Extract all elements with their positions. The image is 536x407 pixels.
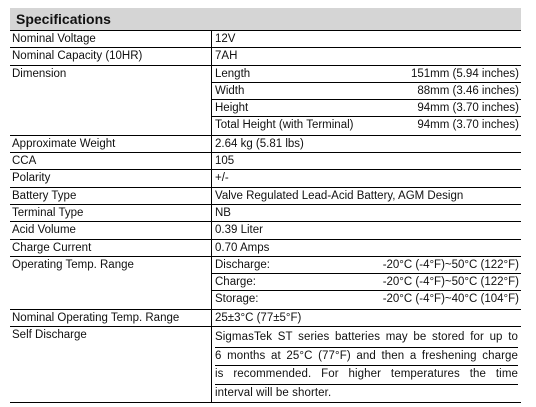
spec-value: Valve Regulated Lead-Acid Battery, AGM Design (215, 189, 464, 202)
dimension-value: 94mm (3.70 inches) (417, 119, 519, 132)
operating-temp-item (212, 291, 521, 308)
spec-label: Nominal Voltage (10, 31, 212, 47)
spec-label: Nominal Operating Temp. Range (10, 310, 212, 326)
spec-label: Terminal Type (10, 205, 212, 221)
spec-row-nominal-capacity (10, 48, 521, 65)
spec-row-dimension (10, 66, 521, 136)
spec-row-acid-volume (10, 222, 521, 239)
spec-row-self-discharge (10, 327, 521, 403)
temp-value: -20°C (-4°F)~50°C (122°F) (382, 276, 519, 289)
spec-value: 0.70 Amps (215, 241, 270, 254)
dimension-item (212, 66, 521, 83)
spec-label: Battery Type (10, 188, 212, 204)
spec-value: +/- (215, 172, 229, 185)
dimension-value: 88mm (3.46 inches) (417, 84, 519, 97)
operating-temp-item (212, 257, 521, 274)
operating-temp-list (212, 257, 521, 309)
dimension-item (212, 83, 521, 100)
spec-row-polarity (10, 170, 521, 187)
dimension-key: Total Height (with Terminal) (215, 119, 354, 132)
self-discharge-line: SigmasTek ST series batteries may be stored for up to (215, 329, 518, 348)
spec-value: NB (215, 206, 231, 219)
self-discharge-line: is recommended. For higher temperatures the time (215, 366, 518, 385)
spec-label: Charge Current (10, 240, 212, 256)
spec-value: 25±3°C (77±5°F) (215, 311, 302, 324)
spec-label: Dimension (10, 66, 212, 135)
temp-key: Discharge: (215, 258, 270, 271)
dimension-key: Width (215, 84, 245, 97)
spec-row-charge-current (10, 240, 521, 257)
spec-row-nominal-voltage (10, 31, 521, 48)
operating-temp-item (212, 274, 521, 291)
spec-row-nominal-operating-temp (10, 310, 521, 327)
dimension-list (212, 66, 521, 135)
spec-value: 7AH (215, 50, 238, 63)
dimension-key: Length (215, 67, 251, 80)
spec-row-operating-temp (10, 257, 521, 310)
spec-label: Approximate Weight (10, 136, 212, 152)
spec-row-terminal-type (10, 205, 521, 222)
temp-value: -20°C (-4°F)~40°C (104°F) (382, 293, 519, 306)
temp-key: Charge: (215, 276, 256, 289)
dimension-item (212, 117, 521, 134)
page-title: Specifications (16, 11, 111, 27)
dimension-value: 94mm (3.70 inches) (417, 102, 519, 115)
section-header (10, 8, 521, 31)
spec-label: Self Discharge (10, 327, 212, 402)
self-discharge-line: interval will be shorter. (215, 386, 332, 399)
temp-value: -20°C (-4°F)~50°C (122°F) (382, 258, 519, 271)
spec-value: 12V (215, 33, 236, 45)
dimension-key: Height (215, 102, 249, 115)
spec-label: Acid Volume (10, 222, 212, 238)
spec-label: CCA (10, 153, 212, 169)
dimension-item (212, 100, 521, 117)
dimension-value: 151mm (5.94 inches) (410, 67, 519, 80)
spec-row-cca (10, 153, 521, 170)
spec-label: Polarity (10, 170, 212, 186)
spec-label: Operating Temp. Range (10, 257, 212, 309)
spec-value: 105 (215, 155, 235, 168)
spec-value: 0.39 Liter (215, 224, 263, 237)
self-discharge-text (212, 327, 521, 402)
self-discharge-line: 6 months at 25°C (77°F) and then a freshening charge (215, 348, 518, 367)
spec-value: 2.64 kg (5.81 lbs) (215, 137, 304, 150)
spec-row-weight (10, 136, 521, 153)
specifications-table (10, 8, 521, 403)
spec-label: Nominal Capacity (10HR) (10, 48, 212, 64)
temp-key: Storage: (215, 293, 259, 306)
spec-row-battery-type (10, 188, 521, 205)
